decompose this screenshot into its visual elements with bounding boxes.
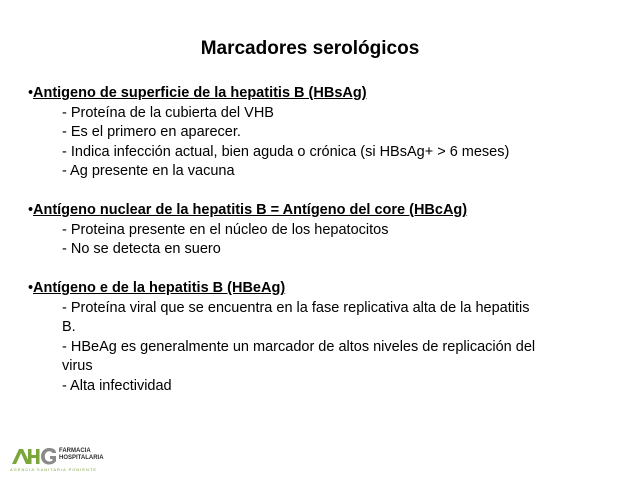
list-item: - Ag presente en la vacuna xyxy=(62,163,235,179)
logo-line-2: HOSPITALARIA xyxy=(59,455,104,461)
section-hbsag xyxy=(28,84,603,182)
list-item: - Indica infección actual, bien aguda o crónica (si HBsAg+ > 6 meses) xyxy=(62,143,510,160)
bullet-icon: • xyxy=(28,280,34,296)
list-item: - Proteína de la cubierta del VHB xyxy=(62,104,274,121)
ahg-logo-icon xyxy=(10,446,58,466)
section-heading: Antígeno nuclear de la hepatitis B = Antígeno del core (HBcAg) xyxy=(33,202,468,218)
logo-line-1: FARMACIA xyxy=(59,448,91,454)
list-item: - No se detecta en suero xyxy=(62,241,221,257)
section-hbeag xyxy=(28,279,603,396)
list-item: - HBeAg es generalmente un marcador de altos niveles de replicación del xyxy=(62,338,536,355)
list-item: - Es el primero en aparecer. xyxy=(62,124,241,140)
logo-subtitle: AGENCIA SANITARIA PONIENTE xyxy=(10,467,98,472)
list-item: virus xyxy=(62,358,93,374)
section-heading-row xyxy=(28,84,603,104)
hospital-logo xyxy=(10,446,160,472)
slide-title: Marcadores serológicos xyxy=(200,38,420,59)
list-item: - Alta infectividad xyxy=(62,377,172,394)
list-item: B. xyxy=(62,319,76,335)
slide-content xyxy=(28,84,603,416)
section-heading-row xyxy=(28,279,603,299)
list-item: - Proteina presente en el núcleo de los hepatocitos xyxy=(62,221,389,238)
bullet-icon: • xyxy=(28,202,34,218)
bullet-icon: • xyxy=(28,85,34,101)
section-heading-row xyxy=(28,201,603,221)
section-hbcag xyxy=(28,201,603,260)
list-item: - Proteína viral que se encuentra en la fase replicativa alta de la hepatitis xyxy=(62,299,530,316)
section-heading: Antigeno de superficie de la hepatitis B (HBsAg) xyxy=(33,85,367,101)
section-heading: Antígeno e de la hepatitis B (HBeAg) xyxy=(33,280,286,296)
